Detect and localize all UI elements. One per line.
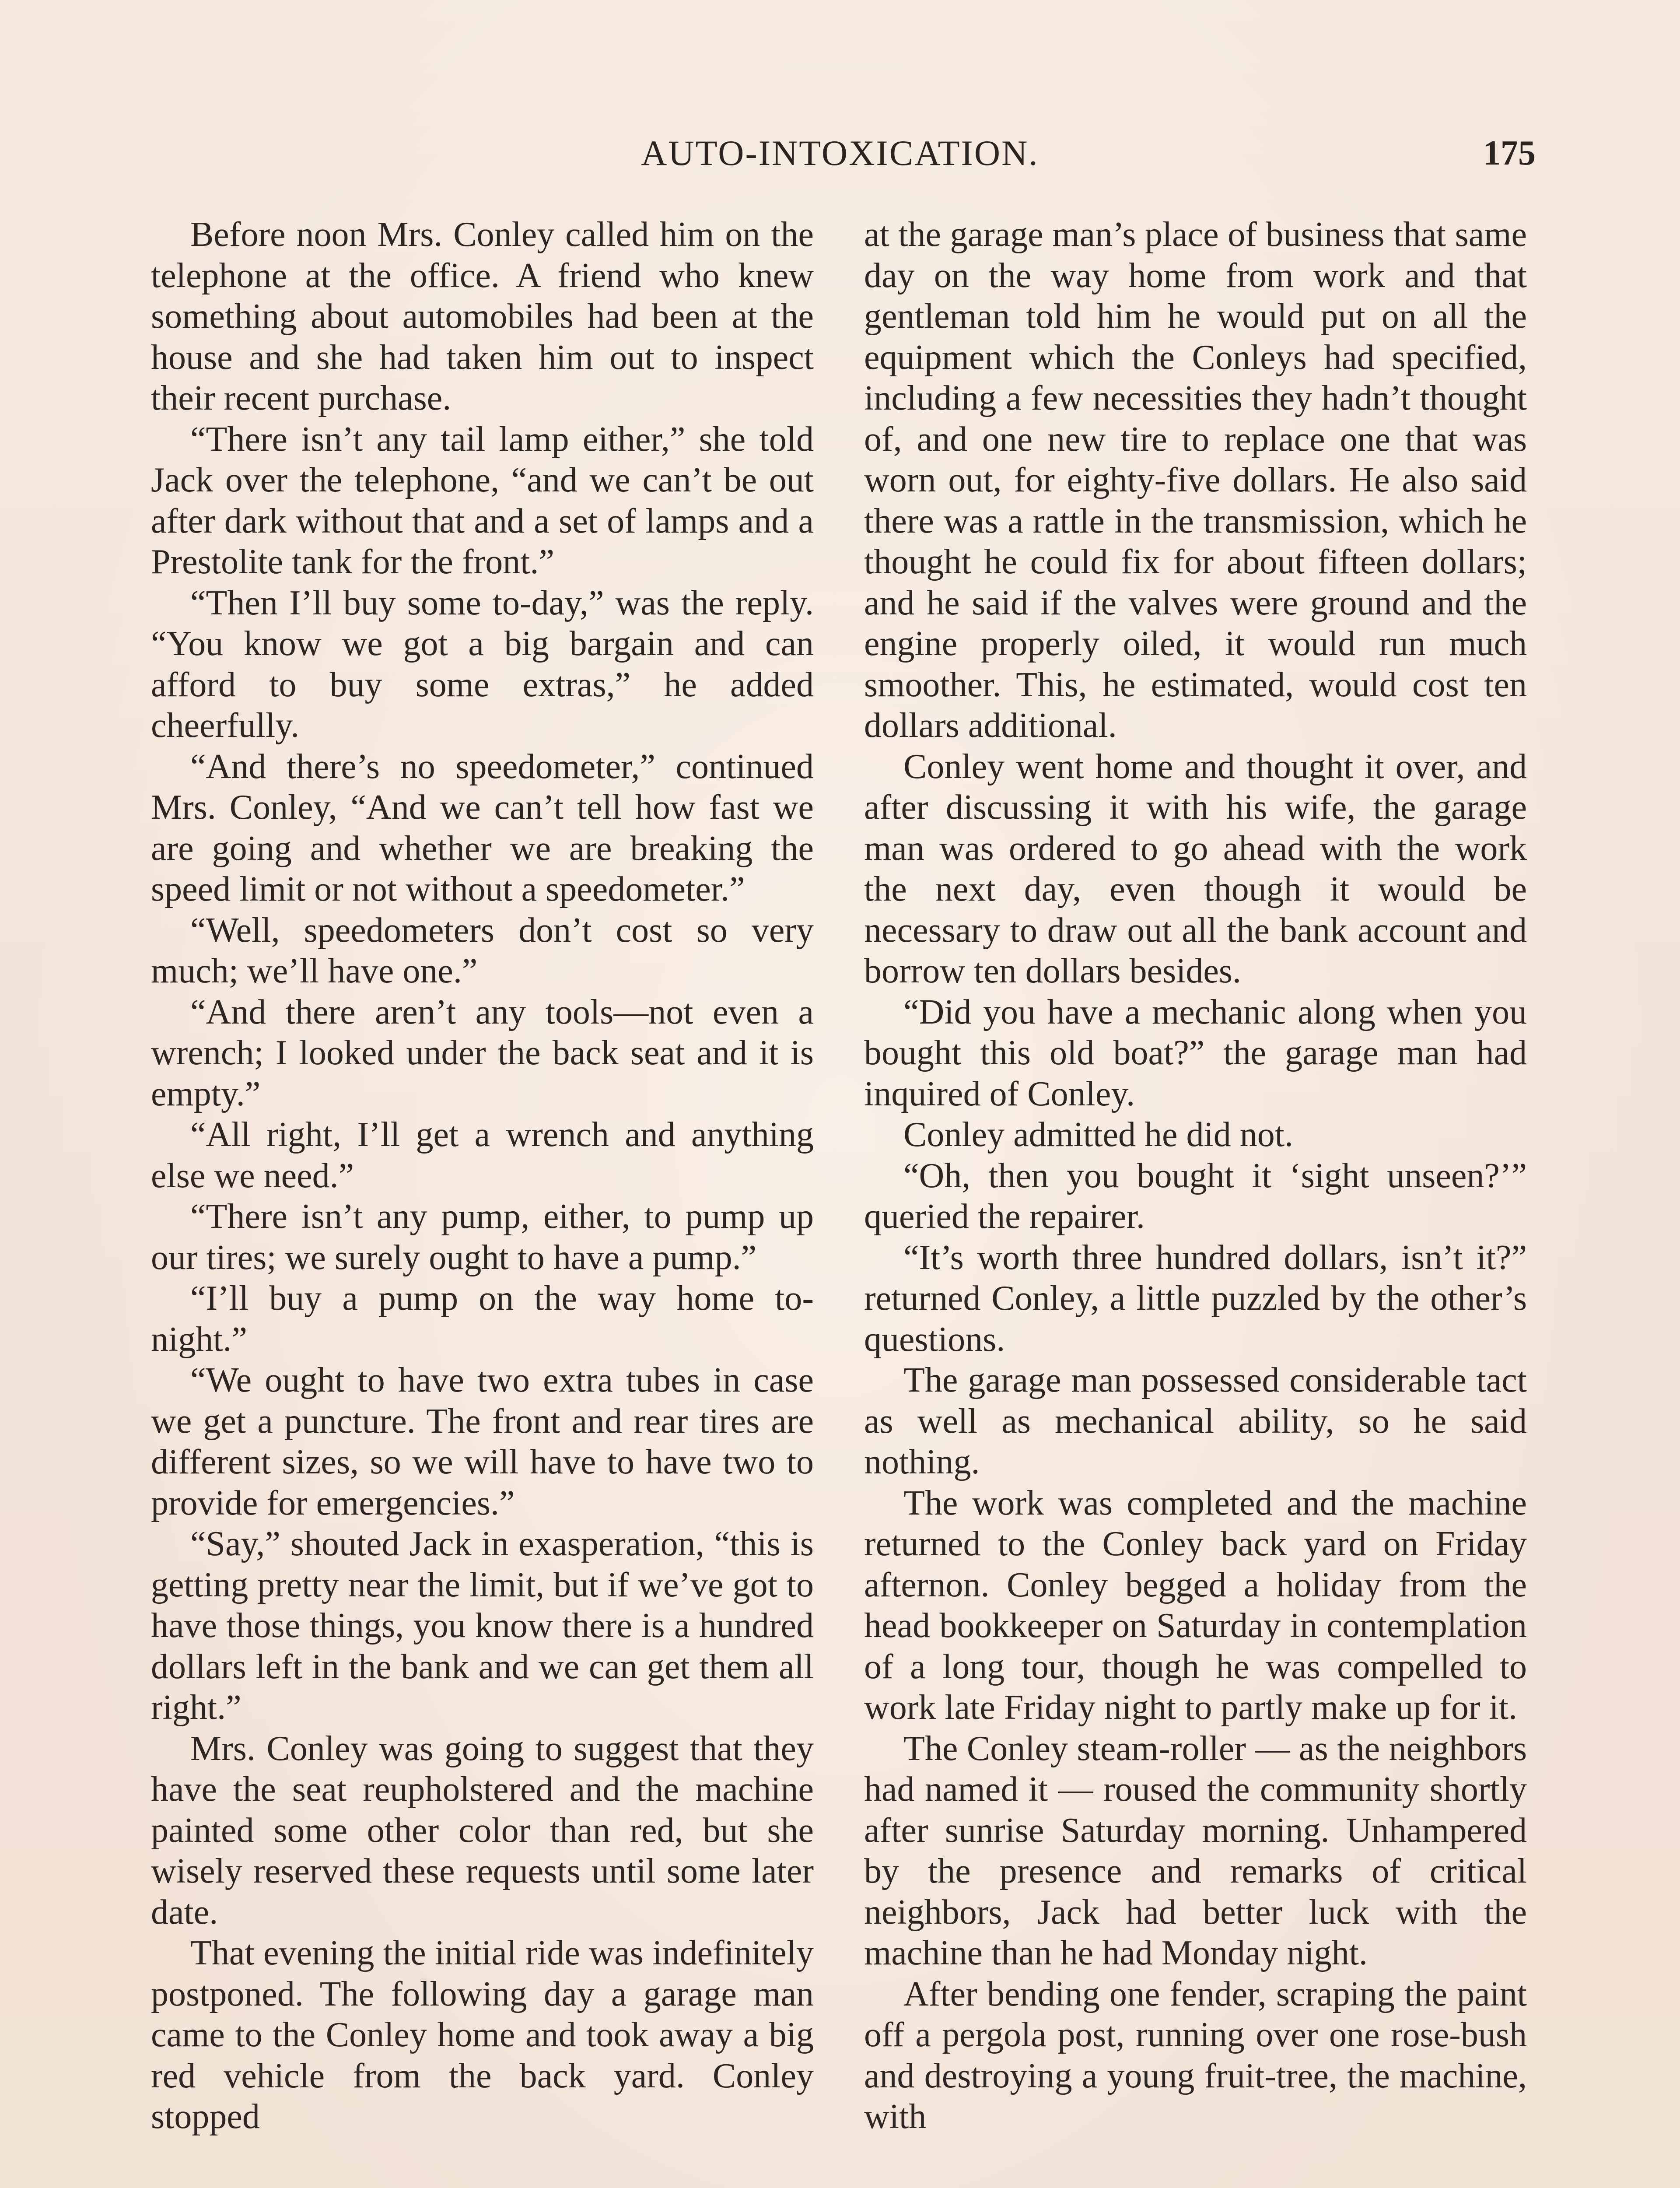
paragraph: “Well, speedometers don’t cost so very much; we’ll have one.” bbox=[151, 911, 814, 990]
running-header-title: AUTO-INTOXICATION. bbox=[641, 133, 1039, 173]
paragraph: “There isn’t any pump, either, to pump up our tires; we surely ought to have a pump.” bbox=[151, 1197, 814, 1277]
paragraph: “And there aren’t any tools—not even a wrench; I looked under the back seat and it is empty.” bbox=[151, 992, 814, 1113]
paragraph: “Say,” shouted Jack in exasperation, “this is getting pretty near the limit, but if we’ve got to have those things, you know there is a hundred dollars left in the bank and we can get them all right.” bbox=[151, 1525, 814, 1727]
paragraph: The Conley steam-roller — as the neighbors had named it — roused the community shortly after sunrise Saturday morning. Unhampered by the presence and remarks of critical neighbors, Jack had better luck with the machine than he had Monday night. bbox=[864, 1729, 1527, 1972]
right-column bbox=[864, 214, 1527, 2138]
left-column bbox=[151, 214, 814, 2138]
paragraph: “And there’s no speedometer,” continued Mrs. Conley, “And we can’t tell how fast we are going and whether we are breaking the speed limit or not without a speedometer.” bbox=[151, 747, 814, 908]
paragraph-continued: at the garage man’s place of business that same day on the way home from work and that gentleman told him he would put on all the equipment which the Conleys had specified, including a few necessities they hadn’t thought of, and one new tire to replace one that was worn out, for eighty-five dollars. He also said there was a rattle in the transmission, which he thought he could fix for about fifteen dollars; and he said if the valves were ground and the engine properly oiled, it would run much smoother. This, he estimated, would cost ten dollars additional. bbox=[864, 215, 1527, 745]
paragraph: “Then I’ll buy some to-day,” was the reply. “You know we got a big bargain and can afford to buy some extras,” he added cheerfully. bbox=[151, 583, 814, 745]
paragraph: “We ought to have two extra tubes in case we get a puncture. The front and rear tires are different sizes, so we will have to have two to provide for emergencies.” bbox=[151, 1361, 814, 1522]
paragraph: The garage man possessed considerable tact as well as mechanical ability, so he said nothing. bbox=[864, 1361, 1527, 1481]
paragraph: “I’ll buy a pump on the way home to-night.” bbox=[151, 1279, 814, 1359]
paragraph: “All right, I’ll get a wrench and anything else we need.” bbox=[151, 1115, 814, 1195]
paragraph: After bending one fender, scraping the paint off a pergola post, running over one rose-bush and destroying a young fruit-tree, the machine, with bbox=[864, 1974, 1527, 2136]
page-number: 175 bbox=[1483, 134, 1536, 172]
paragraph: Mrs. Conley was going to suggest that they have the seat reupholstered and the machine painted some other color than red, but she wisely reserved these requests until some later date. bbox=[151, 1729, 814, 1932]
paragraph: That evening the initial ride was indefinitely postponed. The following day a garage man came to the Conley home and took away a big red vehicle from the back yard. Conley stopped bbox=[151, 1934, 814, 2136]
paragraph: The work was completed and the machine returned to the Conley back yard on Friday afternon. Conley begged a holiday from the head bookkeeper on Saturday in contemplation of a long tour, though he was compelled to work late Friday night to partly make up for it. bbox=[864, 1483, 1527, 1727]
paragraph: Before noon Mrs. Conley called him on the telephone at the office. A friend who knew something about automobiles had been at the house and she had taken him out to inspect their recent purchase. bbox=[151, 215, 814, 417]
paragraph: “Oh, then you bought it ‘sight unseen?’” queried the repairer. bbox=[864, 1156, 1527, 1236]
paragraph: “There isn’t any tail lamp either,” she told Jack over the telephone, “and we can’t be out after dark without that and a set of lamps and a Prestolite tank for the front.” bbox=[151, 420, 814, 581]
paragraph: “Did you have a mechanic along when you bought this old boat?” the garage man had inquired of Conley. bbox=[864, 992, 1527, 1113]
paragraph: Conley went home and thought it over, and after discussing it with his wife, the garage man was ordered to go ahead with the work the next day, even though it would be necessary to draw out all the bank account and borrow ten dollars besides. bbox=[864, 747, 1527, 990]
paragraph: “It’s worth three hundred dollars, isn’t it?” returned Conley, a little puzzled by the other’s questions. bbox=[864, 1238, 1527, 1359]
paragraph: Conley admitted he did not. bbox=[903, 1115, 1293, 1154]
